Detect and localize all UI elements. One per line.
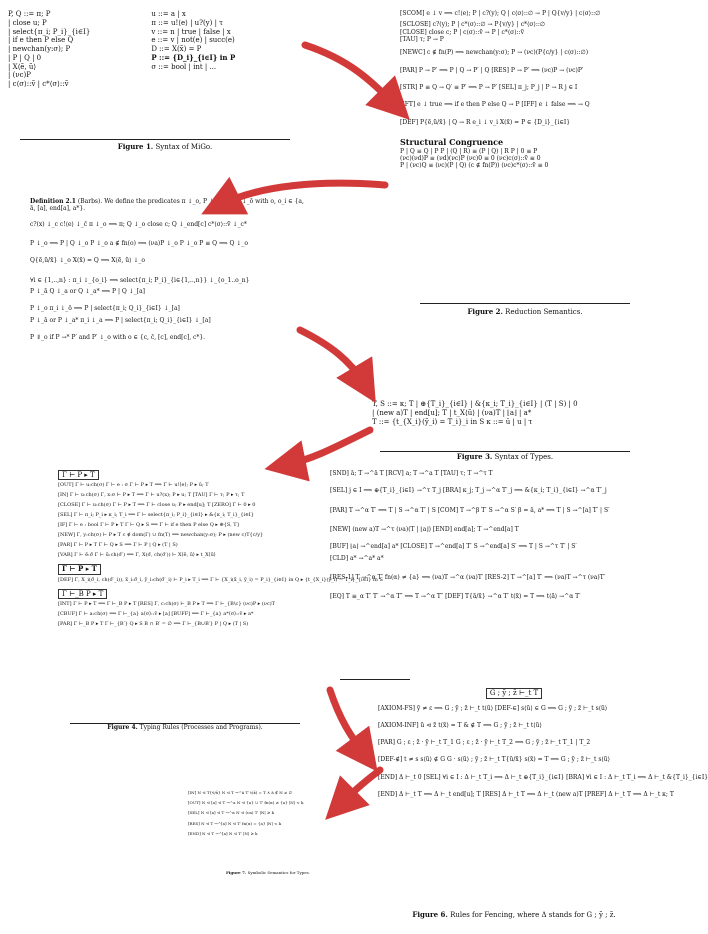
def21-title: Definition 2.1 xyxy=(30,198,76,205)
fig1-line: | if e then P else Q xyxy=(8,36,74,45)
fig1-line: | P | Q | 0 xyxy=(8,53,42,62)
fig1-right-line: e ::= v | not(e) | succ(e) xyxy=(151,36,235,45)
figure-1-syntax xyxy=(8,10,308,89)
fig3-caption-text: Syntax of Types. xyxy=(494,453,554,461)
fig4-header-program: Γ ⊢ P ▸ T xyxy=(58,564,101,574)
fig7-rule: [END] N ⊲ T →^[a] N ⊲ T′ |N| ≥ k xyxy=(188,830,258,836)
fig2-congruence-title: Structural Congruence xyxy=(400,136,504,147)
fig7-caption xyxy=(188,870,348,875)
def21-line: P ↓_ā or P ↓_a* π_i ↓_a ⟹ P | select{π_i; Q_i}_{i∈I} ↓_[a] xyxy=(30,316,211,324)
fig2-rule: [SCOM] e ↓ v ⟹ c!⟨e⟩; P | c?(y); Q | c⟨σ⟩::∅ → P | Q{v/y} | c⟨σ⟩::∅ xyxy=(400,10,601,17)
fig5-rule: [EQ] T ≡_α T′ T′ →^α T″ ⟹ T →^α T″ [DEF] T{ã/x̃} →^α T′ t(x̃) = T ⟹ t⟨ã⟩ →^α T′ xyxy=(330,593,581,601)
fig1-right-line: π ::= u!⟨e⟩ | u?(y) | τ xyxy=(151,18,224,27)
def21-line: Q{ẽ,ũ/x̃} ↓_o X(x̃) = Q ⟹ X⟨ẽ, ũ⟩ ↓_o xyxy=(30,257,145,265)
fig1-line: | close u; P xyxy=(8,18,47,27)
fig7-rule: [RES] N ⊲ T →^[a] N ⊲ T′ fn(α) = {a} |N| < k xyxy=(188,820,282,826)
fig4-rule: [DEF] Γ, X_i(σ̃_i, ch(σ̃′_i)), x̃_i:σ̃_i, ỹ_i:ch(σ̃′_i) ⊢ P_i ▸ T_i ⟹ Γ ⊢ {X_i(x̃_i, ỹ_i) = P_i}_{i∈I} in Q ▸ {t_{X_i}(ỹ_i) = T_i}_{i∈I} in S xyxy=(58,576,383,583)
fig4-rule: [CLOSE] Γ ⊢ u:ch(σ) Γ ⊢ P ▸ T ⟹ Γ ⊢ close u; P ▸ end[u]; T [ZERO] Γ ⊢ 0 ▸ 0 xyxy=(58,502,256,509)
fig5-rule: [SND] ā; T →^ā T [RCV] a; T →^a T [TAU] τ; T →^τ T xyxy=(330,470,493,477)
def21-line: P ⇓_o if P →* P′ and P′ ↓_o with o ∈ {c, c̄, [c], end[c], c*}. xyxy=(30,333,206,341)
def21-line: P ↓_ā Q ↓_a or Q ↓_a* ⟹ P | Q ↓_[a] xyxy=(30,287,146,295)
fig3-caption-label: Figure 3. xyxy=(456,452,493,461)
fig6-rule: [DEF-∉] t ≠ s s⟨ũ⟩ ∉ G G · s⟨ũ⟩ ; ỹ ; z̃ ⊢_t T{ũ/x̃} s(x̃) = T ⟹ G ; ỹ ; z̃ ⊢_t s⟨ũ⟩ xyxy=(378,756,610,764)
fig2-congruence-line: P | (νc)Q ≡ (νc)(P | Q) (c ∉ fn(P)) (νc)c*⟨σ⟩::ṽ ≡ 0 xyxy=(400,162,549,170)
fig4-rule: [SEL] Γ ⊢ π_i; P_i ▸ κ_i; T_i ⟹ Γ ⊢ select{π_i; P_i}_{i∈I} ▸ &{κ_i; T_i}_{i∈I} xyxy=(58,512,254,519)
fig5-rule: [BUF] ⌊a⌋ →^end[a] a* [CLOSE] T →^end[a] T′ S →^end[a] S′ ⟹ T | S →^τ T′ | S′ xyxy=(330,543,577,551)
fig2-divider xyxy=(420,303,630,304)
def21-line: P ↓_o π_i ↓_ō ⟹ P | select{π_i; Q_i}_{i∈I} ↓_[a] xyxy=(30,305,180,313)
fig1-line: | X⟨ẽ, ũ⟩ xyxy=(8,62,37,71)
fig4-rule: [IN] Γ ⊢ u:ch(σ) Γ, x:σ ⊢ P ▸ T ⟹ Γ ⊢ u?(x); P ▸ u; T [TAU] Γ ⊢ τ; P ▸ τ; T xyxy=(58,492,245,499)
figure-6-fencing xyxy=(378,686,708,799)
figure-5-type-semantics xyxy=(330,470,650,601)
fig1-right-line: u ::= a | x xyxy=(151,10,186,18)
figure-2-reduction xyxy=(400,10,648,170)
fig4-rule: [CBUF] Γ ⊢ a:ch(σ) ⟹ Γ ⊢_{a} a⟨σ⟩::ṽ ▸ ⌊a⌋ [BUFF] ⟹ Γ ⊢_{a} a*⟨σ⟩::ṽ ▸ a* xyxy=(58,611,254,618)
fig5-rule: [CLD] a* →^a* a* xyxy=(330,554,384,562)
fig4-rule: [IF] Γ ⊢ e : bool Γ ⊢ P ▸ T Γ ⊢ Q ▸ S ⟹ Γ ⊢ if e then P else Q ▸ ⊕{S, T} xyxy=(58,522,240,529)
fig7-rule: [IN] N ⊲ T{ṽ/x̃} N ⊲ T →^ā T′ t(x̃) = T ∧ ā ∉ N ≠ ∅ xyxy=(188,790,293,795)
fig4-caption-text: Typing Rules (Processes and Programs). xyxy=(139,724,263,731)
fig2-rule: [SCLOSE] c?(y); P | c*⟨σ⟩::∅ → P{v/y} | c*⟨σ⟩::∅ xyxy=(400,21,546,29)
fig6-caption-label: Figure 6. xyxy=(412,910,448,919)
fig3-line: | (new a)T | end[u]; T | t_X⟨ũ⟩ | (νa)T | ⌊a⌋ | a* xyxy=(372,408,532,417)
fig6-rule: [AXIOM-INF] ũ ⊲ z̃ t(x̃) = T & ∉ T ⟹ G ; ỹ ; z̃ ⊢_t t⟨ũ⟩ xyxy=(378,721,542,729)
fig2-rule: [NEWC] c ∉ fn(P) ⟹ newchan(y:σ); P → (νc)(P{c/y} | c⟨σ⟩::∅) xyxy=(400,49,589,57)
fig5-rule: [SEL] j ∈ I ⟹ ⊕{T_i}_{i∈I} →^τ T_j [BRA] κ_j; T_j →^α T′_j ⟹ &{κ_i; T_i}_{i∈I} →^α T′_j xyxy=(330,487,607,495)
fig1-line: | (νc)P xyxy=(8,71,31,80)
fig6-caption xyxy=(378,910,650,919)
fig5-rule: [NEW] (new a)T →^τ (νa)(T | ⌊a⌋) [END] end[a]; T →^end[a] T xyxy=(330,525,519,533)
def21-line: c?(x) ↓_c c!⟨e⟩ ↓_c̄ π ↓_o ⟹ π; Q ↓_o close c; Q ↓_end[c] c*⟨σ⟩::ṽ ↓_c* xyxy=(30,220,247,228)
fig1-left-grammar xyxy=(8,10,135,89)
fig2-congruence-line: (νc)(νd)P ≡ (νd)(νc)P (νc)0 ≡ 0 (νc)c⟨σ⟩::ṽ ≡ 0 xyxy=(400,154,541,162)
fig1-line: | c⟨σ⟩::ṽ | c*⟨σ⟩::ṽ xyxy=(8,80,69,88)
fig1-line: | newchan(y:σ); P xyxy=(8,45,71,53)
fig1-caption-label: Figure 1. xyxy=(117,142,154,151)
fig6-rule: [PAR] G ; ε ; z̃ · ỹ ⊢_t T_1 G ; ε ; z̃ · ỹ ⊢_t T_2 ⟹ G ; ỹ ; z̃ ⊢_t T_1 | T_2 xyxy=(378,739,591,747)
fig4-rule: [PAR] Γ ⊢ P ▸ T Γ ⊢ Q ▸ S ⟹ Γ ⊢ P | Q ▸ (T | S) xyxy=(58,542,178,549)
fig1-line: P, Q ::= π; P xyxy=(8,10,51,18)
def21-title-suffix: (Barbs). xyxy=(77,198,103,205)
fig3-caption xyxy=(380,452,630,461)
fig2-rule: [TAU] τ; P → P xyxy=(400,35,444,43)
arrow-fig5-to-fig6 xyxy=(330,690,365,755)
fig1-right-line: P ::= {D_i}_{i∈I} in P xyxy=(151,52,236,62)
fig2-rule: [CLOSE] close c; P | c⟨σ⟩::ṽ → P | c*⟨σ⟩::ṽ xyxy=(400,28,525,36)
def21-intro: We define the predicates π ↓_o, P ↓_o and P ↓_ō with o, o_i ∈ {a, ā, [a], end[a], a*}. xyxy=(30,198,304,213)
fig7-rule: [SEL] N ⊲ [a] ⊲ T →^α N ⊲ (νa) T′ |N| ≥ k xyxy=(188,810,275,816)
fig1-right-line: σ ::= bool | int | ... xyxy=(151,62,217,71)
fig4-caption-label: Figure 4. xyxy=(107,724,138,731)
fig7-caption-text: Symbolic Semantics for Types. xyxy=(247,870,310,875)
fig4-rule: [OUT] Γ ⊢ u:ch(σ) Γ ⊢ e : σ Γ ⊢ P ▸ T ⟹ Γ ⊢ u!⟨e⟩; P ▸ ū; T xyxy=(58,482,209,489)
fig1-line: | select{π_i; P_i}_{i∈I} xyxy=(8,27,91,36)
fig2-caption-label: Figure 2. xyxy=(467,307,503,316)
fig2-congruence-line: P | Q ≡ Q | P P | (Q | R) ≡ (P | Q) | R P | 0 ≡ P xyxy=(400,147,538,155)
fig1-caption-text: Syntax of MiGo. xyxy=(155,143,213,151)
fig2-rule: [DEF] P{ẽ,ũ/x̃} | Q → R e_i ↓ v_i X(x̃) = P ∈ {D_i}_{i∈I} xyxy=(400,118,571,126)
fig3-line: T, S ::= κ; T | ⊕{T_i}_{i∈I} | &{κ_i; T_i}_{i∈I} | (T | S) | 0 xyxy=(372,400,578,408)
fig5-divider xyxy=(340,679,410,680)
figure-3-syntax-of-types xyxy=(372,400,642,426)
fig2-rule: [STR] P ≡ Q → Q′ ≡ P′ ⟹ P → P′ [SEL] π_j; P_j | P → R j ∈ I xyxy=(400,83,578,91)
definition-2-1-barbs xyxy=(30,198,310,341)
arrow-fig3-to-fig4 xyxy=(285,430,370,465)
fig6-rule: [AXIOM-FS] ỹ ≠ ε ⟹ G ; ỹ ; z̃ ⊢_t t⟨ũ⟩ [DEF-∈] s⟨ũ⟩ ∈ G ⟹ G ; ỹ ; z̃ ⊢_t s⟨ũ⟩ xyxy=(378,704,608,712)
fig2-rule: [PAR] P → P′ ⟹ P | Q → P′ | Q [RES] P → P′ ⟹ (νc)P → (νc)P′ xyxy=(400,66,584,74)
fig2-caption xyxy=(420,307,630,316)
def21-line: ∀i ∈ {1,..,n} : π_i ↓_{o_i} ⟹ select{π_i; P_i}_{i∈{1,..,n}} ↓_{o_1..o_n} xyxy=(30,276,250,284)
fig4-rule: [VAR] Γ ⊢ ẽ:σ̃ Γ ⊢ ũ:ch(σ̃′) ⟹ Γ, X(σ̃, ch(σ̃′)) ⊢ X⟨ẽ, ũ⟩ ▸ t_X⟨ũ⟩ xyxy=(58,552,216,559)
fig7-rule: [OUT] N ⊲ [a] ⊲ T →^a N ⊲ {a} ∪ T′ fn(α) ≠ {a} |N| < k xyxy=(188,800,304,806)
fig1-right-line: D ::= X(x̃) = P xyxy=(151,45,202,53)
fig5-rule: [RES-1] T →^α T′ fn(α) ≠ {a} ⟹ (νa)T →^α (νa)T′ [RES-2] T →^[a] T′ ⟹ (νa)T →^τ (νa)T′ xyxy=(330,573,606,581)
fig3-line: T ::= {t_{X_i}(ỹ_i) = T_i}_i in S κ ::= ū | u | τ xyxy=(372,417,533,426)
fig6-rule: [END] Δ ⊢_t 0 [SEL] ∀i ∈ I : Δ ⊢_t T_i ⟹ Δ ⊢_t ⊕{T_i}_{i∈I} [BRA] ∀i ∈ I : Δ ⊢_t T_i ⟹ Δ ⊢_t &{T_i}_{i∈I} xyxy=(378,773,708,781)
fig2-caption-text: Reduction Semantics. xyxy=(505,308,583,316)
def21-line: P ↓_o ⟹ P | Q ↓_o P ↓_o a ∉ fn(o) ⟹ (νa)P ↓_o P ↓_o P ≡ Q ⟹ Q ↓_o xyxy=(30,239,248,247)
fig6-header: G ; ỹ ; z̃ ⊢_t T xyxy=(486,688,542,699)
fig4-header-process: Γ ⊢ P ▸ T xyxy=(58,470,99,480)
figure-7-symbolic-semantics xyxy=(188,790,348,836)
fig5-rule: [PAR] T →^α T′ ⟹ T | S →^α T′ | S [COM] T →^β T′ S →^α S′ β = ā, a* ⟹ T | S →^[a] T′ | S′ xyxy=(330,506,610,514)
fig4-rule: [PAR] Γ ⊢_B P ▸ T Γ ⊢_{B′} Q ▸ S B ∩ B′ = ∅ ⟹ Γ ⊢_{B∪B′} P | Q ▸ (T | S) xyxy=(58,621,249,628)
fig4-rule: [INT] Γ ⊢ P ▸ T ⟹ Γ ⊢_B P ▸ T [RES] Γ, c:ch(σ) ⊢_B P ▸ T ⟹ Γ ⊢_{B\c} (νc)P ▸ (νc)T xyxy=(58,601,275,608)
fig1-caption xyxy=(40,142,290,151)
fig4-rule: [NEW] Γ, y:ch(σ) ⊢ P ▸ T c ∉ dom(Γ) ∪ fn(T) ⟹ newchan(y:σ); P ▸ (new c)T{c/y} xyxy=(58,532,264,539)
fig6-rule: [END] Δ ⊢_t T ⟹ Δ ⊢_t end[u]; T [RES] Δ ⊢_t T ⟹ Δ ⊢_t (new a)T [PREF] Δ ⊢_t T ⟹ Δ ⊢_t κ; T xyxy=(378,791,674,799)
arrow-fig1-to-fig2 xyxy=(305,45,395,105)
fig4-header-buffered: Γ ⊢_B P ▸ T xyxy=(58,589,107,599)
fig2-rule: [IFT] e ↓ true ⟹ if e then P else Q → P [IFF] e ↓ false ⟹ → Q xyxy=(400,101,590,109)
fig7-caption-label: Figure 7. xyxy=(226,870,247,875)
fig4-caption xyxy=(60,724,310,731)
fig1-right-line: v ::= n | true | false | x xyxy=(151,27,231,36)
fig1-divider xyxy=(20,139,290,140)
fig6-caption-text: Rules for Fencing, where Δ stands for G ; ỹ ; z̃. xyxy=(450,911,616,919)
fig1-right-grammar xyxy=(151,10,308,89)
